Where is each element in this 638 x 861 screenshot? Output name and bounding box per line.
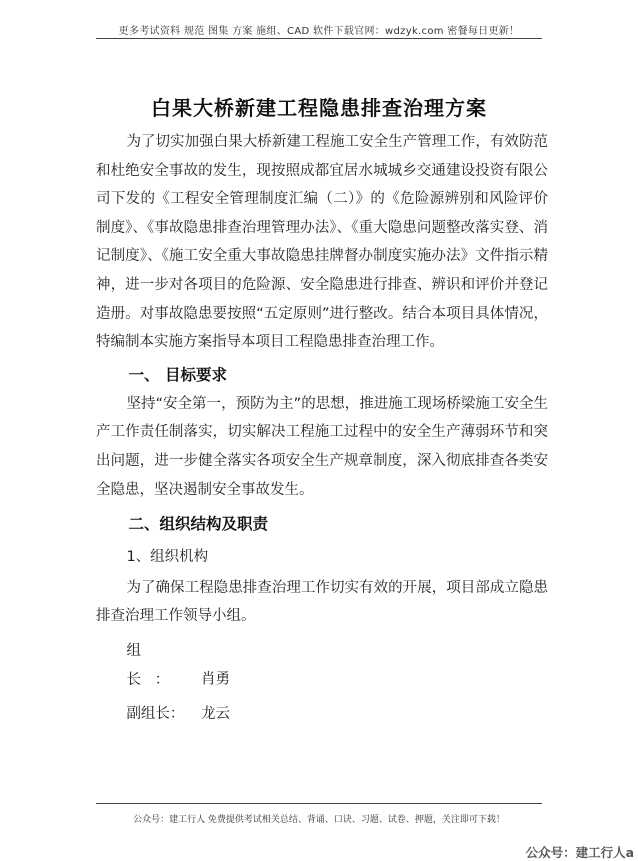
section-heading-goals: 一、 目标要求 [128,365,227,384]
watermark: 公众号：建工行人a [525,845,634,860]
section-heading-organization: 二、组织结构及职责 [128,515,269,534]
member-role: 组长： [126,642,184,688]
footer-note: 公众号：建工行人 免费提供考试相关总结、背诵、口诀、习题、试卷、押题，关注即可下载！ [133,815,505,825]
document-body [96,128,548,729]
page-title: 白果大桥新建工程隐患排查治理方案 [151,96,487,120]
member-role: 副组长： [126,706,185,723]
header-note: 更多考试资料 规范 图集 方案 施组、CAD 软件下载官网：wdzyk.com 密餐每日更新！ [118,26,520,37]
goals-paragraph: 坚持“安全第一，预防为主”的思想，推进施工现场桥梁施工安全生产工作责任制落实，切实解决工程施工过程中的安全生产薄弱环节和突出问题，进一步健全落实各项安全生产规章制度，深入彻底排查各类安全隐患，坚决遏制安全事故发生。 [96,395,548,498]
member-deputy-leader [96,700,548,729]
organization-paragraph: 为了确保工程隐患排查治理工作切实有效的开展，项目部成立隐患排查治理工作领导小组。 [96,579,548,625]
member-name: 肖勇 [201,671,231,688]
header-divider [96,38,542,39]
member-leader [96,637,548,694]
subsection-heading-structure: 1、组织机构 [126,549,209,566]
intro-paragraph: 为了切实加强白果大桥新建工程施工安全生产管理工作，有效防范和杜绝安全事故的发生，现按照成都宜居水城城乡交通建设投资有限公司下发的《工程安全管理制度汇编（二）》的《危险源辨别和风险评价制度》、《事故隐患排查治理管理办法》、《重大隐患问题整改落实登、消记制度》、《施工安全重大事故隐患挂牌督办制度实施办法》文件指示精神，进一步对各项目的危险源、安全隐患进行排查、辨识和评价并登记造册。对事故隐患要按照“五定原则”进行整改。结合本项目具体情况，特编制本实施方案指导本项目工程隐患排查治理工作。 [96,134,548,351]
footer-divider [96,803,542,804]
member-name: 龙云 [201,706,231,723]
